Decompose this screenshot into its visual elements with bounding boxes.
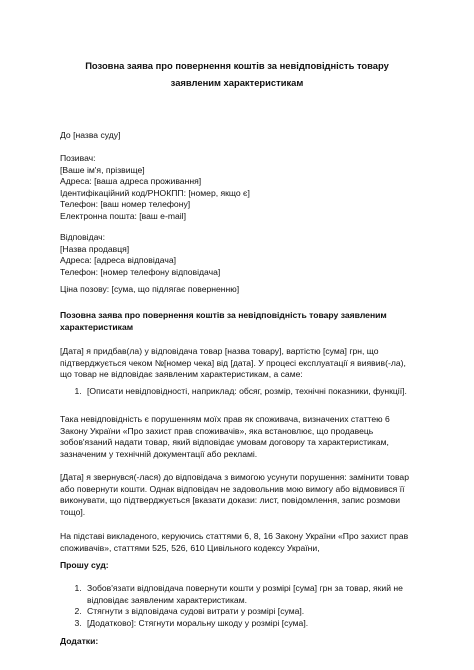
- subtitle-text: Позовна заява про повернення коштів за невідповідність товару заявленим характеристикам: [60, 310, 387, 332]
- title-line-1: Позовна заява про повернення коштів за невідповідність товару: [85, 60, 389, 71]
- plaintiff-details: [60, 153, 418, 223]
- list-item: 1. Зобов'язати відповідача повернути кошти у розмірі [сума] грн за товар, який не відповідає заявленим характеристикам.: [84, 583, 418, 606]
- plaintiff-id: Ідентифікаційний код/РНОКПП: [номер, якщо є]: [60, 187, 250, 198]
- paragraph-appeal-text: [Дата] я звернувся(-лася) до відповідача з вимогою усунути порушення: замінити товар або повернути кошти. Однак відповідач не задовольнив мою вимогу або відмовився її виконувати, що підтверджується [вказати докази: лист, повідомлення, запис розмови тощо].: [60, 472, 409, 517]
- title-line-2: заявленим характеристикам: [170, 77, 304, 88]
- attachments-heading: [60, 636, 418, 648]
- defendant-address: Адреса: [адреса відповідача]: [60, 255, 177, 266]
- attachments-heading-text: Додатки:: [60, 636, 99, 646]
- paragraph-appeal: [60, 472, 418, 518]
- paragraph-violation-text: Така невідповідність є порушенням моїх прав як споживача, визначених статтею 6 Закону України «Про захист прав споживачів», яка встановлює, що продавець зобов'язаний надати товар, який відповідає умовам договору та характеристикам, зазначеним у технічній документації або рекламі.: [60, 414, 390, 459]
- court-name: До [назва суду]: [60, 130, 121, 140]
- paragraph-legal-basis: [60, 531, 418, 554]
- paragraph-purchase: [60, 346, 418, 381]
- plaintiff-address: Адреса: [ваша адреса проживання]: [60, 176, 202, 187]
- claim-price: [60, 284, 418, 296]
- list-item: 3. [Додатково]: Стягнути моральну шкоду у розмірі [сума].: [84, 618, 418, 630]
- court-line: [60, 130, 418, 142]
- defendant-details: [60, 232, 418, 278]
- paragraph-legal-basis-text: На підставі викладеного, керуючись статтями 6, 8, 16 Закону України «Про захист прав споживачів», статтями 525, 526, 610 Цивільного кодексу України,: [60, 531, 409, 553]
- mismatch-list: [60, 386, 418, 398]
- paragraph-violation: [60, 414, 418, 460]
- plaintiff-label: Позивач:: [60, 153, 96, 163]
- document-title: [60, 57, 414, 91]
- list-item: 1. [Описати невідповідності, наприклад: обсяг, розмір, технічні показники, функції].: [84, 386, 418, 398]
- claim-price-text: Ціна позову: [сума, що підлягає поверненню]: [60, 284, 240, 294]
- plaintiff-email: Електронна пошта: [ваш e-mail]: [60, 210, 186, 221]
- requests-list: [60, 583, 418, 629]
- defendant-phone: Телефон: [номер телефону відповідача]: [60, 266, 221, 277]
- requests-heading-text: Прошу суд:: [60, 560, 109, 570]
- defendant-label: Відповідач:: [60, 232, 106, 242]
- requests-heading: [60, 560, 418, 572]
- list-item: 2. Стягнути з відповідача судові витрати у розмірі [сума].: [84, 606, 418, 618]
- document-subtitle: [60, 310, 418, 333]
- plaintiff-phone: Телефон: [ваш номер телефону]: [60, 199, 191, 210]
- paragraph-purchase-text: [Дата] я придбав(ла) у відповідача товар [назва товару], вартістю [сума] грн, що підтверджується чеком №[номер чека] від [дата]. У процесі експлуатації я виявив(-ла), що товар не відповідає заявленим характеристикам, а саме:: [60, 346, 406, 380]
- plaintiff-name: [Ваше ім'я, прізвище]: [60, 164, 145, 175]
- defendant-name: [Назва продавця]: [60, 243, 130, 254]
